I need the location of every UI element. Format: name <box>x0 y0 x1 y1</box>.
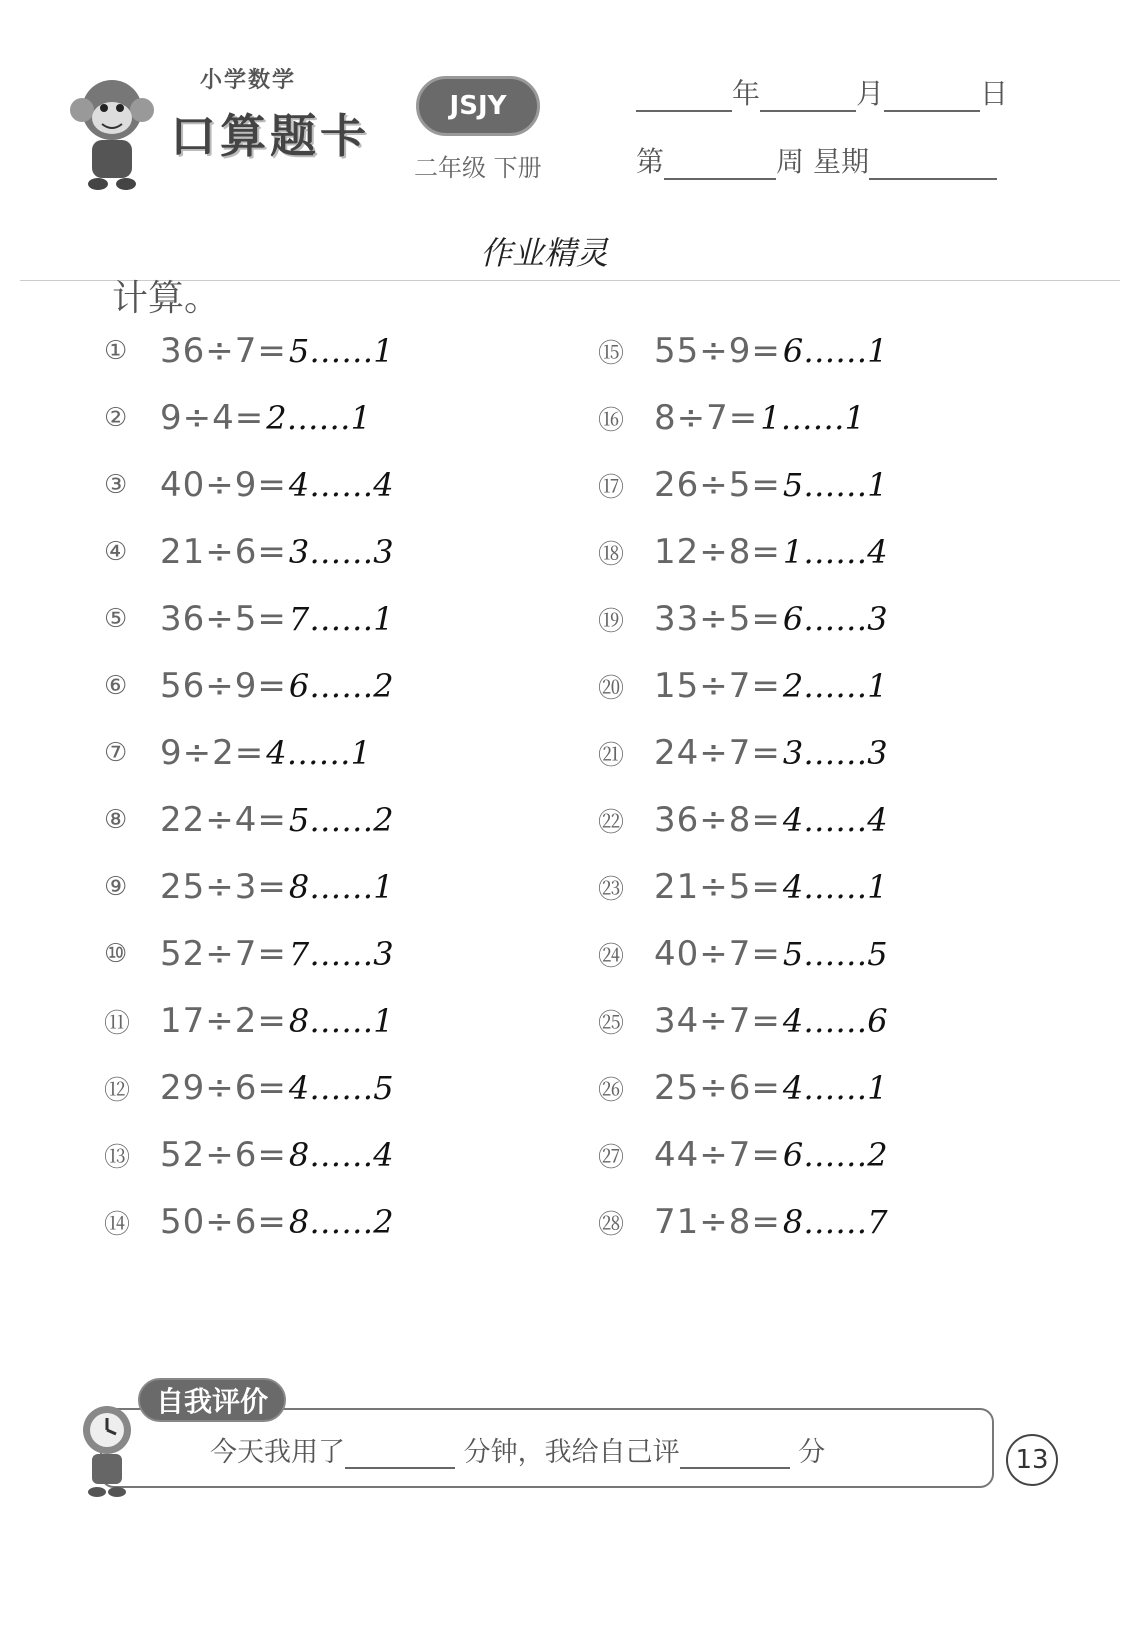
handwritten-answer[interactable]: 4……1 <box>782 868 888 906</box>
problem-expression: 25÷6= <box>654 1068 781 1108</box>
problem-expression: 34÷7= <box>654 1001 781 1041</box>
problem-number: ④ <box>104 537 128 567</box>
problem-row <box>104 594 394 644</box>
year-label: 年 <box>732 77 761 110</box>
handwritten-answer[interactable]: 6……3 <box>782 600 888 638</box>
problem-row <box>598 1130 888 1180</box>
handwritten-answer[interactable]: 5……1 <box>288 332 394 370</box>
day-blank[interactable] <box>884 82 980 112</box>
problem-row <box>104 326 394 376</box>
month-label: 月 <box>856 77 885 110</box>
problem-expression: 21÷6= <box>160 532 287 572</box>
problem-row <box>104 460 394 510</box>
problem-number: ⑪ <box>104 1008 131 1039</box>
eval-text-part3: 分 <box>798 1437 826 1468</box>
week-line <box>636 140 997 180</box>
problem-row <box>104 728 371 778</box>
weekday-label: 星期 <box>812 145 869 178</box>
problem-row <box>104 393 371 443</box>
problem-expression: 12÷8= <box>654 532 781 572</box>
problem-expression: 17÷2= <box>160 1001 287 1041</box>
day-label: 日 <box>980 77 1009 110</box>
handwritten-answer[interactable]: 4……1 <box>266 734 371 772</box>
week-number-blank[interactable] <box>664 150 776 180</box>
problem-row <box>598 594 888 644</box>
problem-number: ⑯ <box>598 405 625 436</box>
month-blank[interactable] <box>760 82 856 112</box>
problem-number: ⑦ <box>104 738 128 768</box>
date-line <box>636 72 1008 112</box>
problem-row <box>104 929 394 979</box>
problem-number: ① <box>104 336 128 366</box>
grade-label: 二年级 下册 <box>414 154 542 182</box>
publisher-badge: JSJY <box>416 76 540 136</box>
problem-expression: 9÷2= <box>160 733 265 773</box>
handwritten-answer[interactable]: 8……2 <box>288 1203 394 1241</box>
problem-number: ⑳ <box>598 673 625 704</box>
problem-number: ㉖ <box>598 1075 625 1106</box>
problem-expression: 33÷5= <box>654 599 781 639</box>
problem-number: ⑧ <box>104 805 128 835</box>
handwritten-answer[interactable]: 4……1 <box>782 1069 888 1107</box>
problem-expression: 40÷7= <box>654 934 781 974</box>
problem-number: ⑭ <box>104 1209 131 1240</box>
problem-row <box>598 728 888 778</box>
self-evaluation-tag: 自我评价 <box>138 1378 286 1422</box>
problem-expression: 15÷7= <box>654 666 781 706</box>
week-prefix-label: 第 <box>636 145 665 178</box>
problem-row <box>598 661 888 711</box>
handwritten-answer[interactable]: 3……3 <box>288 533 394 571</box>
problem-row <box>598 862 888 912</box>
problem-row <box>598 326 888 376</box>
problem-number: ⑱ <box>598 539 625 570</box>
handwritten-answer[interactable]: 8……7 <box>782 1203 888 1241</box>
handwritten-answer[interactable]: 7……1 <box>288 600 394 638</box>
handwritten-answer[interactable]: 6……2 <box>288 667 394 705</box>
problem-expression: 26÷5= <box>654 465 781 505</box>
minutes-blank[interactable] <box>345 1439 455 1469</box>
problem-row <box>598 929 888 979</box>
problem-number: ⑩ <box>104 939 128 969</box>
problem-number: ⑲ <box>598 606 625 637</box>
score-blank[interactable] <box>680 1439 790 1469</box>
problem-expression: 24÷7= <box>654 733 781 773</box>
handwritten-answer[interactable]: 4……5 <box>288 1069 394 1107</box>
problem-row <box>104 996 394 1046</box>
problem-number: ⑰ <box>598 472 625 503</box>
problem-expression: 55÷9= <box>654 331 781 371</box>
problem-row <box>598 795 888 845</box>
problem-row <box>598 996 888 1046</box>
problem-number: ㉓ <box>598 874 625 905</box>
problem-number: ② <box>104 403 128 433</box>
year-blank[interactable] <box>636 82 732 112</box>
handwritten-answer[interactable]: 4……4 <box>782 801 888 839</box>
handwritten-answer[interactable]: 4……6 <box>782 1002 888 1040</box>
series-title: 口算题卡 <box>170 109 370 163</box>
problem-expression: 22÷4= <box>160 800 287 840</box>
handwritten-answer[interactable]: 4……4 <box>288 466 394 504</box>
problem-number: ⑤ <box>104 604 128 634</box>
problem-row <box>598 1197 888 1247</box>
problem-expression: 8÷7= <box>654 398 759 438</box>
handwritten-answer[interactable]: 5……5 <box>782 935 888 973</box>
problem-row <box>104 1130 394 1180</box>
problem-expression: 9÷4= <box>160 398 265 438</box>
problem-expression: 52÷6= <box>160 1135 287 1175</box>
series-subtitle: 小学数学 <box>200 68 297 93</box>
problem-row <box>104 1197 394 1247</box>
problem-number: ③ <box>104 470 128 500</box>
alarm-clock-mascot-icon <box>72 1400 142 1500</box>
handwritten-answer[interactable]: 6……1 <box>782 332 888 370</box>
handwritten-title: 作业精灵 <box>480 234 609 272</box>
eval-text-part2: 分钟，我给自己评 <box>463 1437 680 1468</box>
problem-number: ⑮ <box>598 338 625 369</box>
monkey-mascot-icon <box>62 72 162 192</box>
problem-expression: 40÷9= <box>160 465 287 505</box>
weekday-blank[interactable] <box>869 150 997 180</box>
problem-expression: 56÷9= <box>160 666 287 706</box>
handwritten-answer[interactable]: 8……4 <box>288 1136 394 1174</box>
problem-expression: 25÷3= <box>160 867 287 907</box>
week-label: 周 <box>776 145 805 178</box>
problem-number: ㉒ <box>598 807 625 838</box>
problem-row <box>104 661 394 711</box>
problem-number: ㉔ <box>598 941 625 972</box>
problem-expression: 36÷7= <box>160 331 287 371</box>
problem-number: ㉗ <box>598 1142 625 1173</box>
problem-row <box>104 527 394 577</box>
problem-number: ⑥ <box>104 671 128 701</box>
problem-expression: 52÷7= <box>160 934 287 974</box>
self-evaluation-text <box>210 1430 825 1469</box>
problem-row <box>598 1063 888 1113</box>
problem-number: ㉘ <box>598 1209 625 1240</box>
problem-expression: 50÷6= <box>160 1202 287 1242</box>
eval-text-part1: 今天我用了 <box>210 1437 345 1468</box>
problem-number: ⑫ <box>104 1075 131 1106</box>
handwritten-answer[interactable]: 1……4 <box>782 533 888 571</box>
problem-number: ⑬ <box>104 1142 131 1173</box>
handwritten-answer[interactable]: 6……2 <box>782 1136 888 1174</box>
page-number: 13 <box>1006 1434 1058 1486</box>
problem-row <box>598 393 865 443</box>
handwritten-answer[interactable]: 2……1 <box>266 399 371 437</box>
handwritten-answer[interactable]: 3……3 <box>782 734 888 772</box>
problem-row <box>598 527 888 577</box>
handwritten-answer[interactable]: 2……1 <box>782 667 888 705</box>
problem-row <box>104 862 394 912</box>
problem-expression: 44÷7= <box>654 1135 781 1175</box>
problem-expression: 21÷5= <box>654 867 781 907</box>
problem-expression: 36÷8= <box>654 800 781 840</box>
handwritten-answer[interactable]: 8……1 <box>288 868 394 906</box>
problem-row <box>104 1063 394 1113</box>
problem-expression: 71÷8= <box>654 1202 781 1242</box>
handwritten-answer[interactable]: 1……1 <box>760 399 865 437</box>
problem-row <box>598 460 888 510</box>
handwritten-answer[interactable]: 5……2 <box>288 801 394 839</box>
problem-expression: 36÷5= <box>160 599 287 639</box>
problem-expression: 29÷6= <box>160 1068 287 1108</box>
problem-number: ⑨ <box>104 872 128 902</box>
handwritten-answer[interactable]: 8……1 <box>288 1002 394 1040</box>
problem-number: ㉑ <box>598 740 625 771</box>
handwritten-answer[interactable]: 5……1 <box>782 466 888 504</box>
problem-row <box>104 795 394 845</box>
instruction: 计算。 <box>112 278 221 319</box>
handwritten-answer[interactable]: 7……3 <box>288 935 394 973</box>
problem-number: ㉕ <box>598 1008 625 1039</box>
